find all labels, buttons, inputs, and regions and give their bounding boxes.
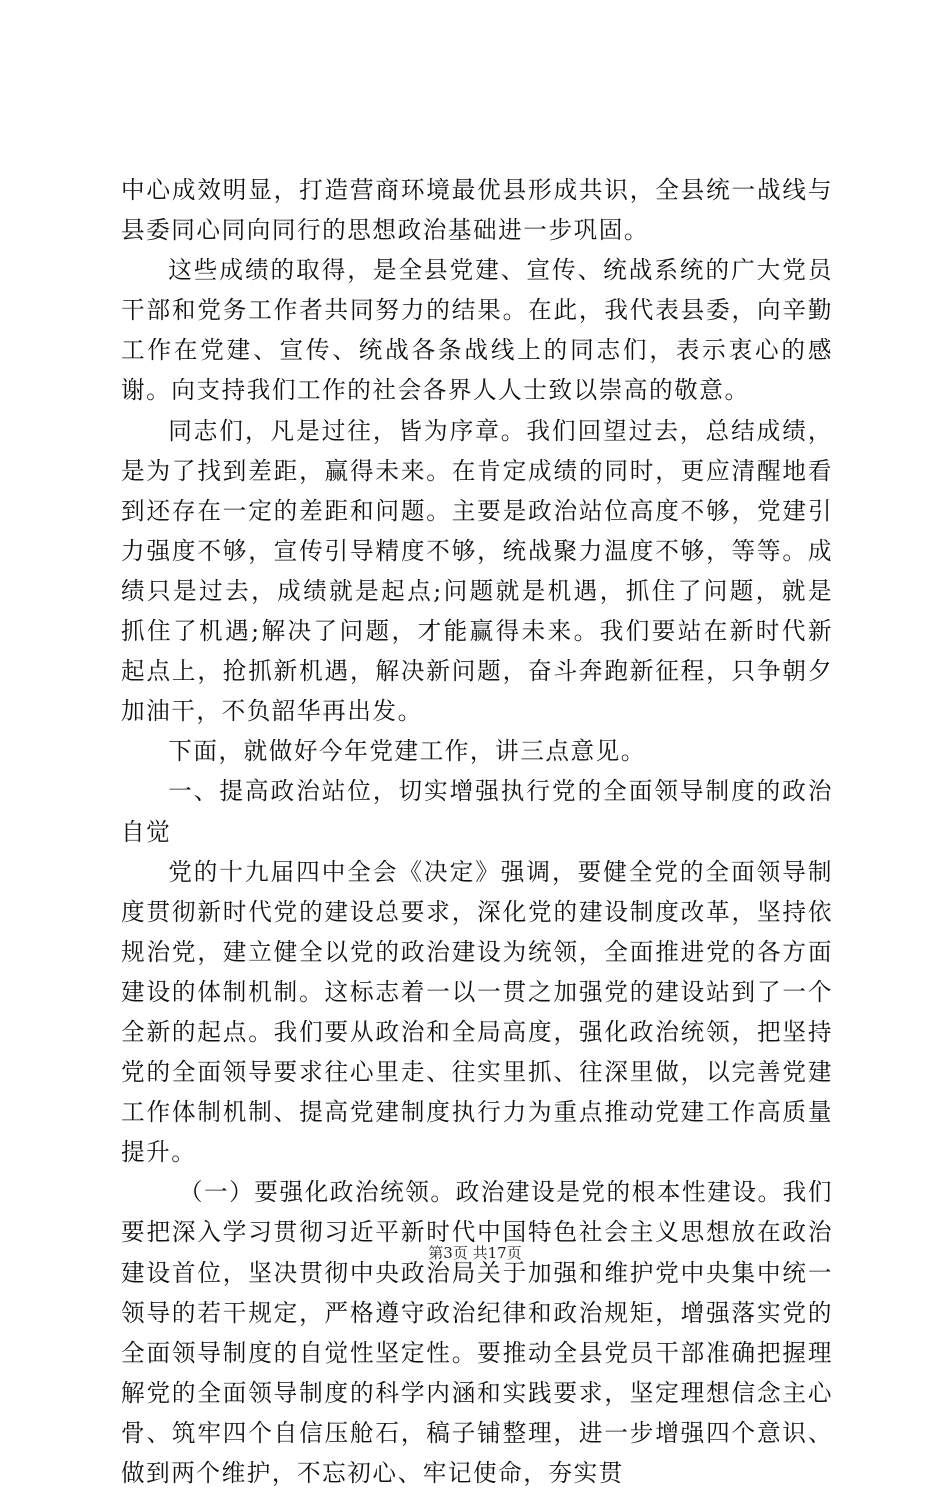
paragraph-gaps: 同志们，凡是过往，皆为序章。我们回望过去，总结成绩，是为了找到差距，赢得未来。在肯定成绩的同时，更应清醒地看到还存在一定的差距和问题。主要是政治站位高度不够，党建引力强度不够，宣传引导精度不够，统战聚力温度不够，等等。成绩只是过去，成绩就是起点;问题就是机遇，抓住了问题，就是抓住了机遇;解决了问题，才能赢得未来。我们要站在新时代新起点上，抢抓新机遇，解决新问题，奋斗奔跑新征程，只争朝夕加油干，不负韶华再出发。	[121, 416, 833, 726]
paragraph-continuation: 中心成效明显，打造营商环境最优县形成共识，全县统一战线与县委同心同向同行的思想政治基础进一步巩固。	[121, 176, 833, 245]
page-footer: 第3页 共17页	[428, 1244, 522, 1262]
paragraph-subsection-1: （一）要强化政治统领。政治建设是党的根本性建设。我们要把深入学习贯彻习近平新时代中国特色社会主义思想放在政治建设首位，坚决贯彻中央政治局关于加强和维护党中央集中统一领导的若干规定，严格遵守政治纪律和政治规矩，增强落实党的全面领导制度的自觉性坚定性。要推动全县党员干部准确把握理解党的全面领导制度的科学内涵和实践要求，坚定理想信念主心骨、筑牢四个自信压舱石，稿子铺整理，进一步增强四个意识、做到两个维护，不忘初心、牢记使命，夯实贯	[121, 1178, 833, 1487]
section-heading-1: 一、提高政治站位，切实增强执行党的全面领导制度的政治自觉	[121, 777, 833, 846]
document-body	[121, 170, 833, 1493]
paragraph-intro: 下面，就做好今年党建工作，讲三点意见。	[168, 737, 646, 766]
paragraph-decision: 党的十九届四中全会《决定》强调，要健全党的全面领导制度贯彻新时代党的建设总要求，深化党的建设制度改革，坚持依规治党，建立健全以党的政治建设为统领，全面推进党的各方面建设的体制机制。这标志着一以一贯之加强党的建设站到了一个全新的起点。我们要从政治和全局高度，强化政治统领，把坚持党的全面领导要求往心里走、往实里抓、往深里做，以完善党建工作体制机制、提高党建制度执行力为重点推动党建工作高质量提升。	[121, 857, 833, 1167]
paragraph-thanks: 这些成绩的取得，是全县党建、宣传、统战系统的广大党员干部和党务工作者共同努力的结果。在此，我代表县委，向辛勤工作在党建、宣传、统战各条战线上的同志们，表示衷心的感谢。向支持我们工作的社会各界人人士致以崇高的敬意。	[121, 256, 833, 405]
